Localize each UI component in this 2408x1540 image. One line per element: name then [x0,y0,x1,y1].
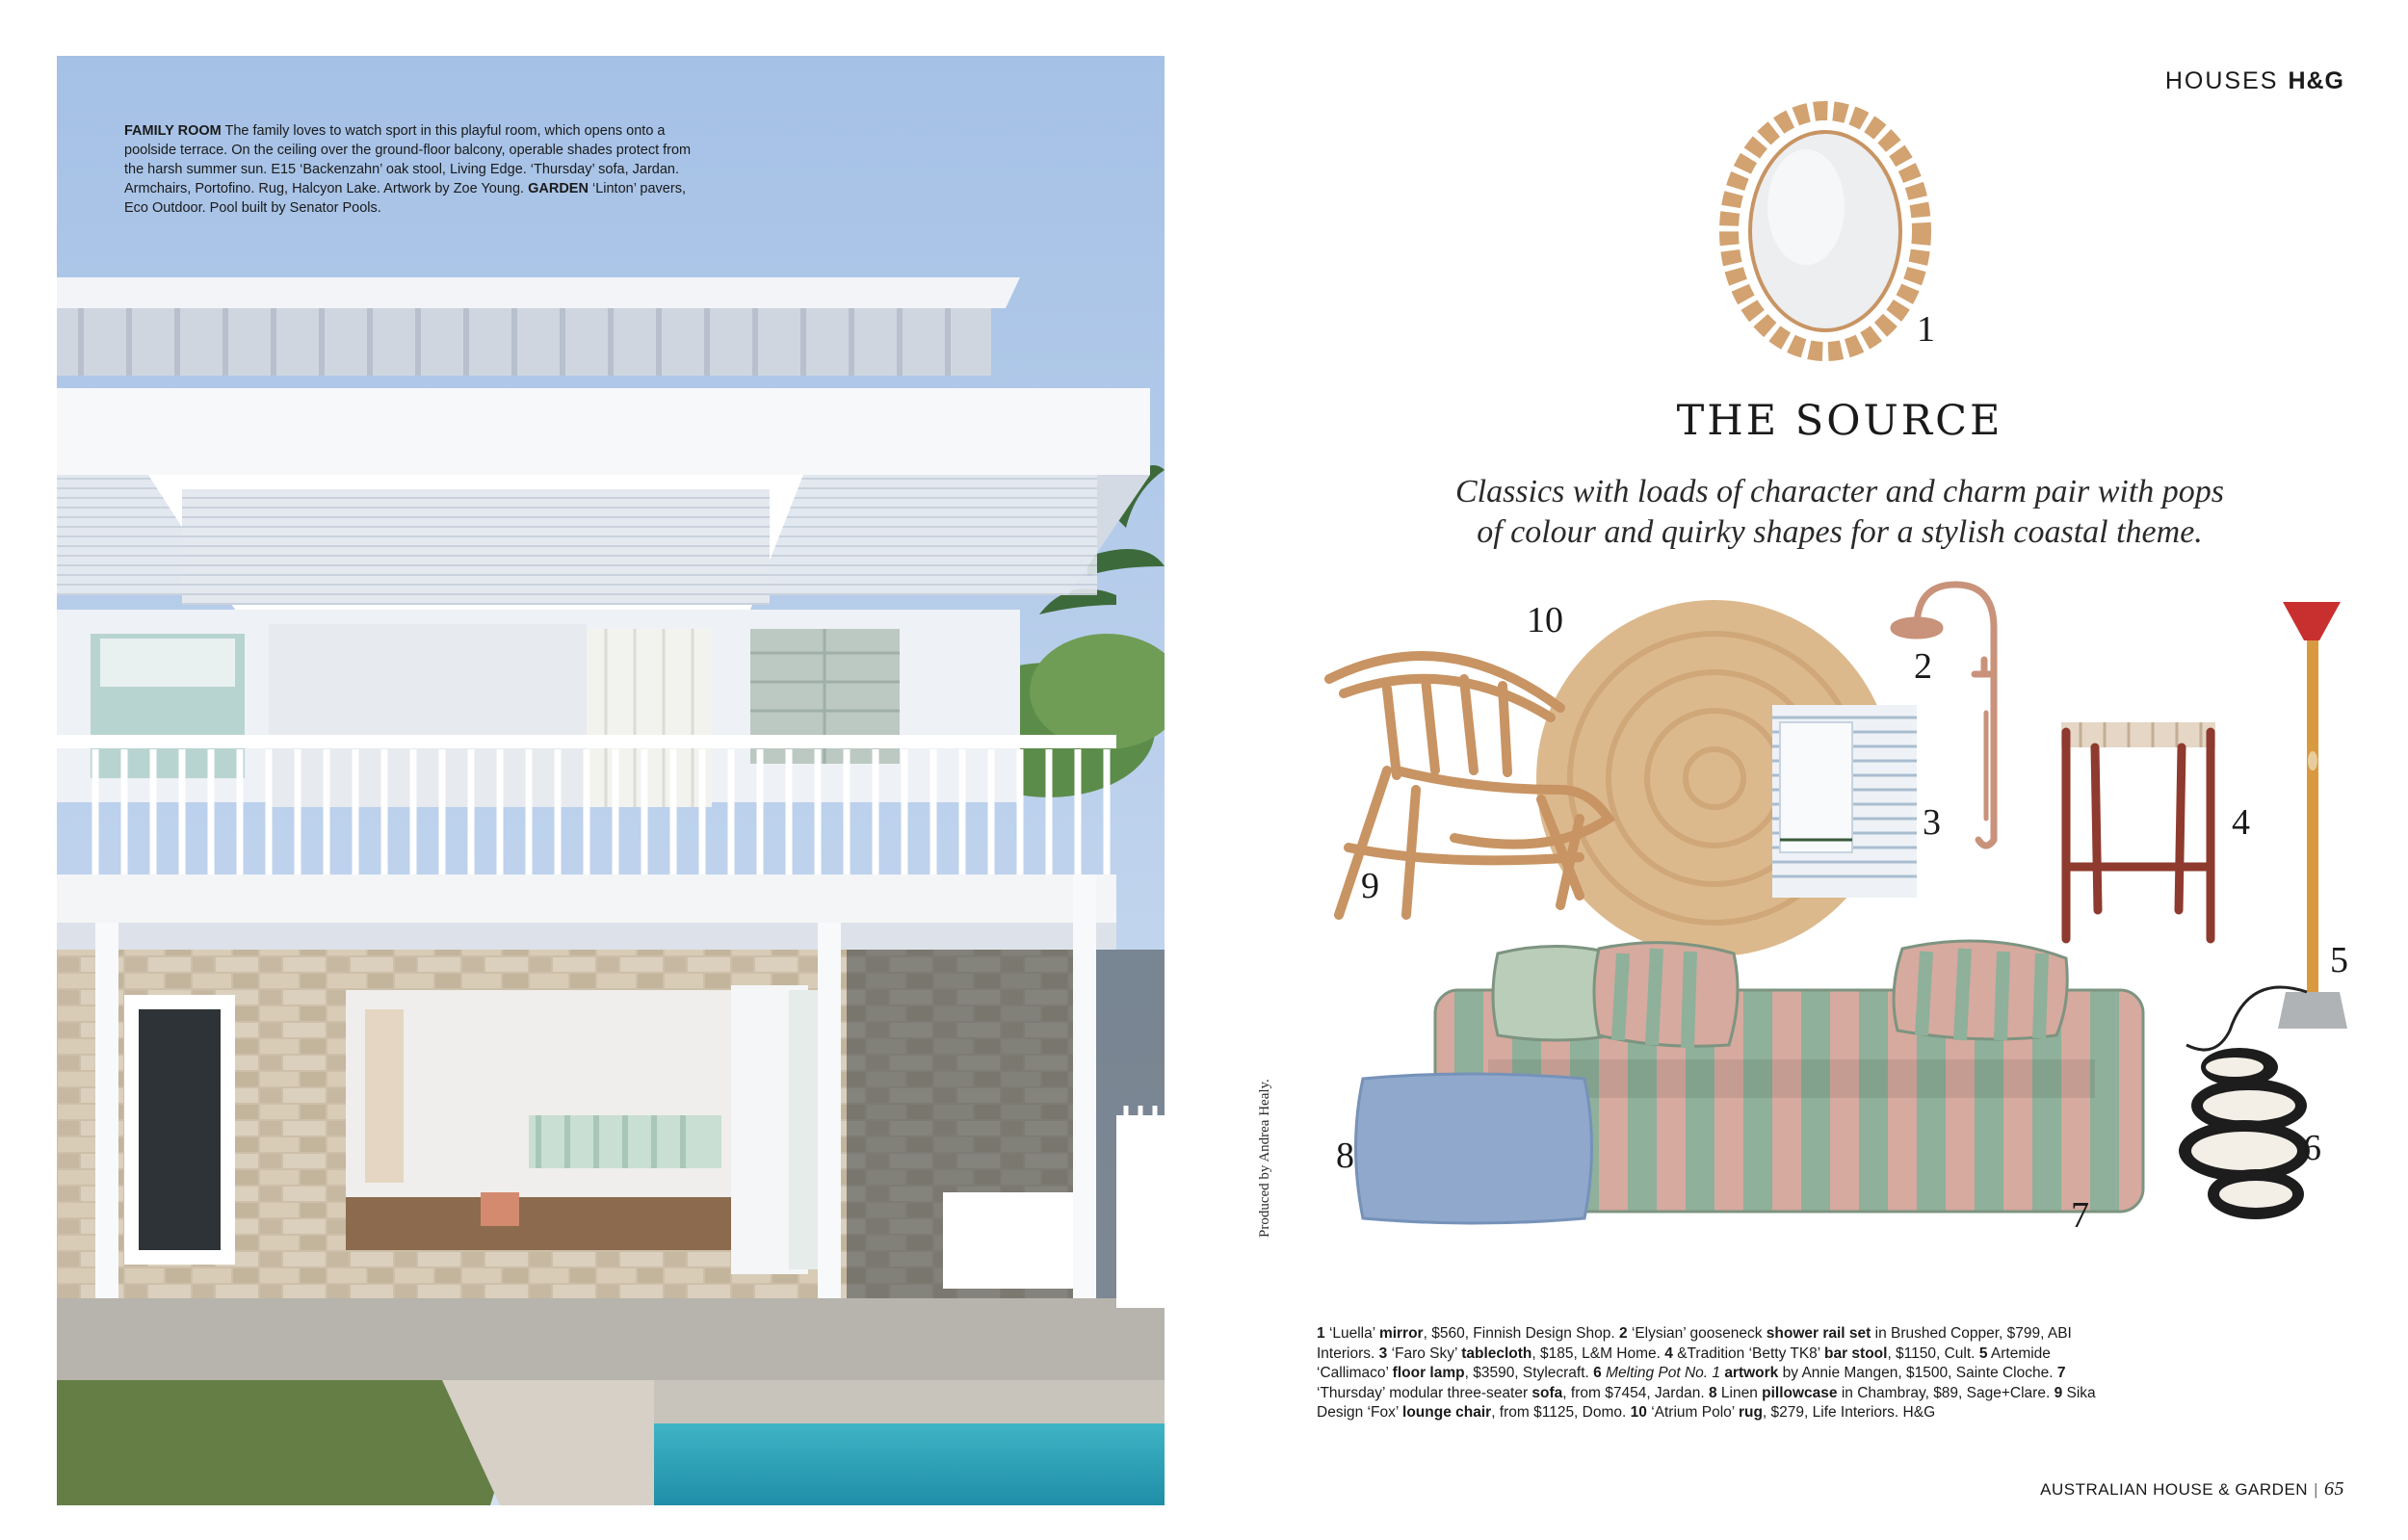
source-item-4: 4 &Tradition ‘Betty TK8’ bar stool, $1150, Cult. [1664,1344,1976,1362]
photo-credit: Produced by Andrea Healy. [1257,1079,1272,1238]
source-item-9: 9 Sika Design ‘Fox’ lounge chair, from $1125, Domo. [1317,1384,2096,1421]
caption-text-garden: ‘Linton’ pavers, Eco Outdoor. Pool built by Senator Pools. [124,181,686,216]
mirror-illustration [1729,111,1922,352]
source-item-7: 7 ‘Thursday’ modular three-seater sofa, from $7454, Jardan. [1317,1365,2066,1401]
product-number-lamp: 5 [2330,940,2348,980]
product-number-chair: 9 [1361,866,1379,906]
magazine-name: AUSTRALIAN HOUSE & GARDEN [2040,1480,2309,1499]
footer-divider: | [2314,1480,2318,1499]
source-item-1: 1 ‘Luella’ mirror, $560, Finnish Design Shop. [1317,1325,1615,1342]
page-title: THE SOURCE [1676,397,2003,445]
product-number-artwork: 6 [2303,1128,2321,1168]
product-number-shower: 2 [1914,646,1932,687]
source-item-8: 8 Linen pillowcase in Chambray, $89, Sage+Clare. [1708,1384,2051,1401]
end-mark: H&G [1902,1404,1936,1421]
standfirst-line-2: of colour and quirky shapes for a stylish coastal theme. [1477,514,2203,550]
source-item-6: 6 Melting Pot No. 1 artwork by Annie Mangen, $1500, Sainte Cloche. [1593,1365,2054,1381]
source-item-3: 3 ‘Faro Sky’ tablecloth, $185, L&M Home. [1378,1344,1661,1362]
product-number-pillow: 8 [1336,1135,1354,1176]
page-footer [2040,1478,2344,1501]
product-number-rug: 10 [1527,600,1563,640]
source-item-5: 5 Artemide ‘Callimaco’ floor lamp, $3590, Stylecraft. [1317,1344,2051,1381]
product-number-tablecloth: 3 [1923,802,1941,843]
sculpture-illustration [2179,1048,2310,1219]
product-source-list [1317,1324,2107,1423]
product-number-sofa: 7 [2071,1195,2089,1236]
page-number: 65 [2324,1478,2344,1500]
caption-text-family-room: The family loves to watch sport in this playful room, which opens onto a poolside terrace. On the ceiling over the ground-floor balcony, operable shades protect from the harsh summer sun. E15 ‘Backenzahn’ oak stool, Living Edge. ‘Thursday’ sofa, Jardan. Armchairs, Portofino. Rug, Halcyon Lake. Artwork by Zoe Young. [124,123,692,196]
pillow-illustration [1356,1074,1592,1223]
product-number-mirror: 1 [1917,309,1935,350]
brand-logo: H&G [2288,67,2344,94]
standfirst-line-1: Classics with loads of character and charm pair with pops [1454,474,2225,509]
section-name: HOUSES [2164,67,2279,94]
product-number-stool: 4 [2232,802,2250,843]
bar-stool-illustration [2061,722,2215,939]
tablecloth-illustration [1772,705,1917,898]
source-item-10: 10 ‘Atrium Polo’ rug, $279, Life Interiors. [1630,1404,1899,1421]
sofa-cushion-right [1894,941,2067,1040]
sofa-cushion-middle [1594,943,1738,1048]
source-item-2: 2 ‘Elysian’ gooseneck shower rail set in Brushed Copper, $799, ABI Interiors. [1317,1325,2072,1362]
caption-label-garden: GARDEN [528,181,589,196]
caption-label-family-room: FAMILY ROOM [124,123,222,139]
